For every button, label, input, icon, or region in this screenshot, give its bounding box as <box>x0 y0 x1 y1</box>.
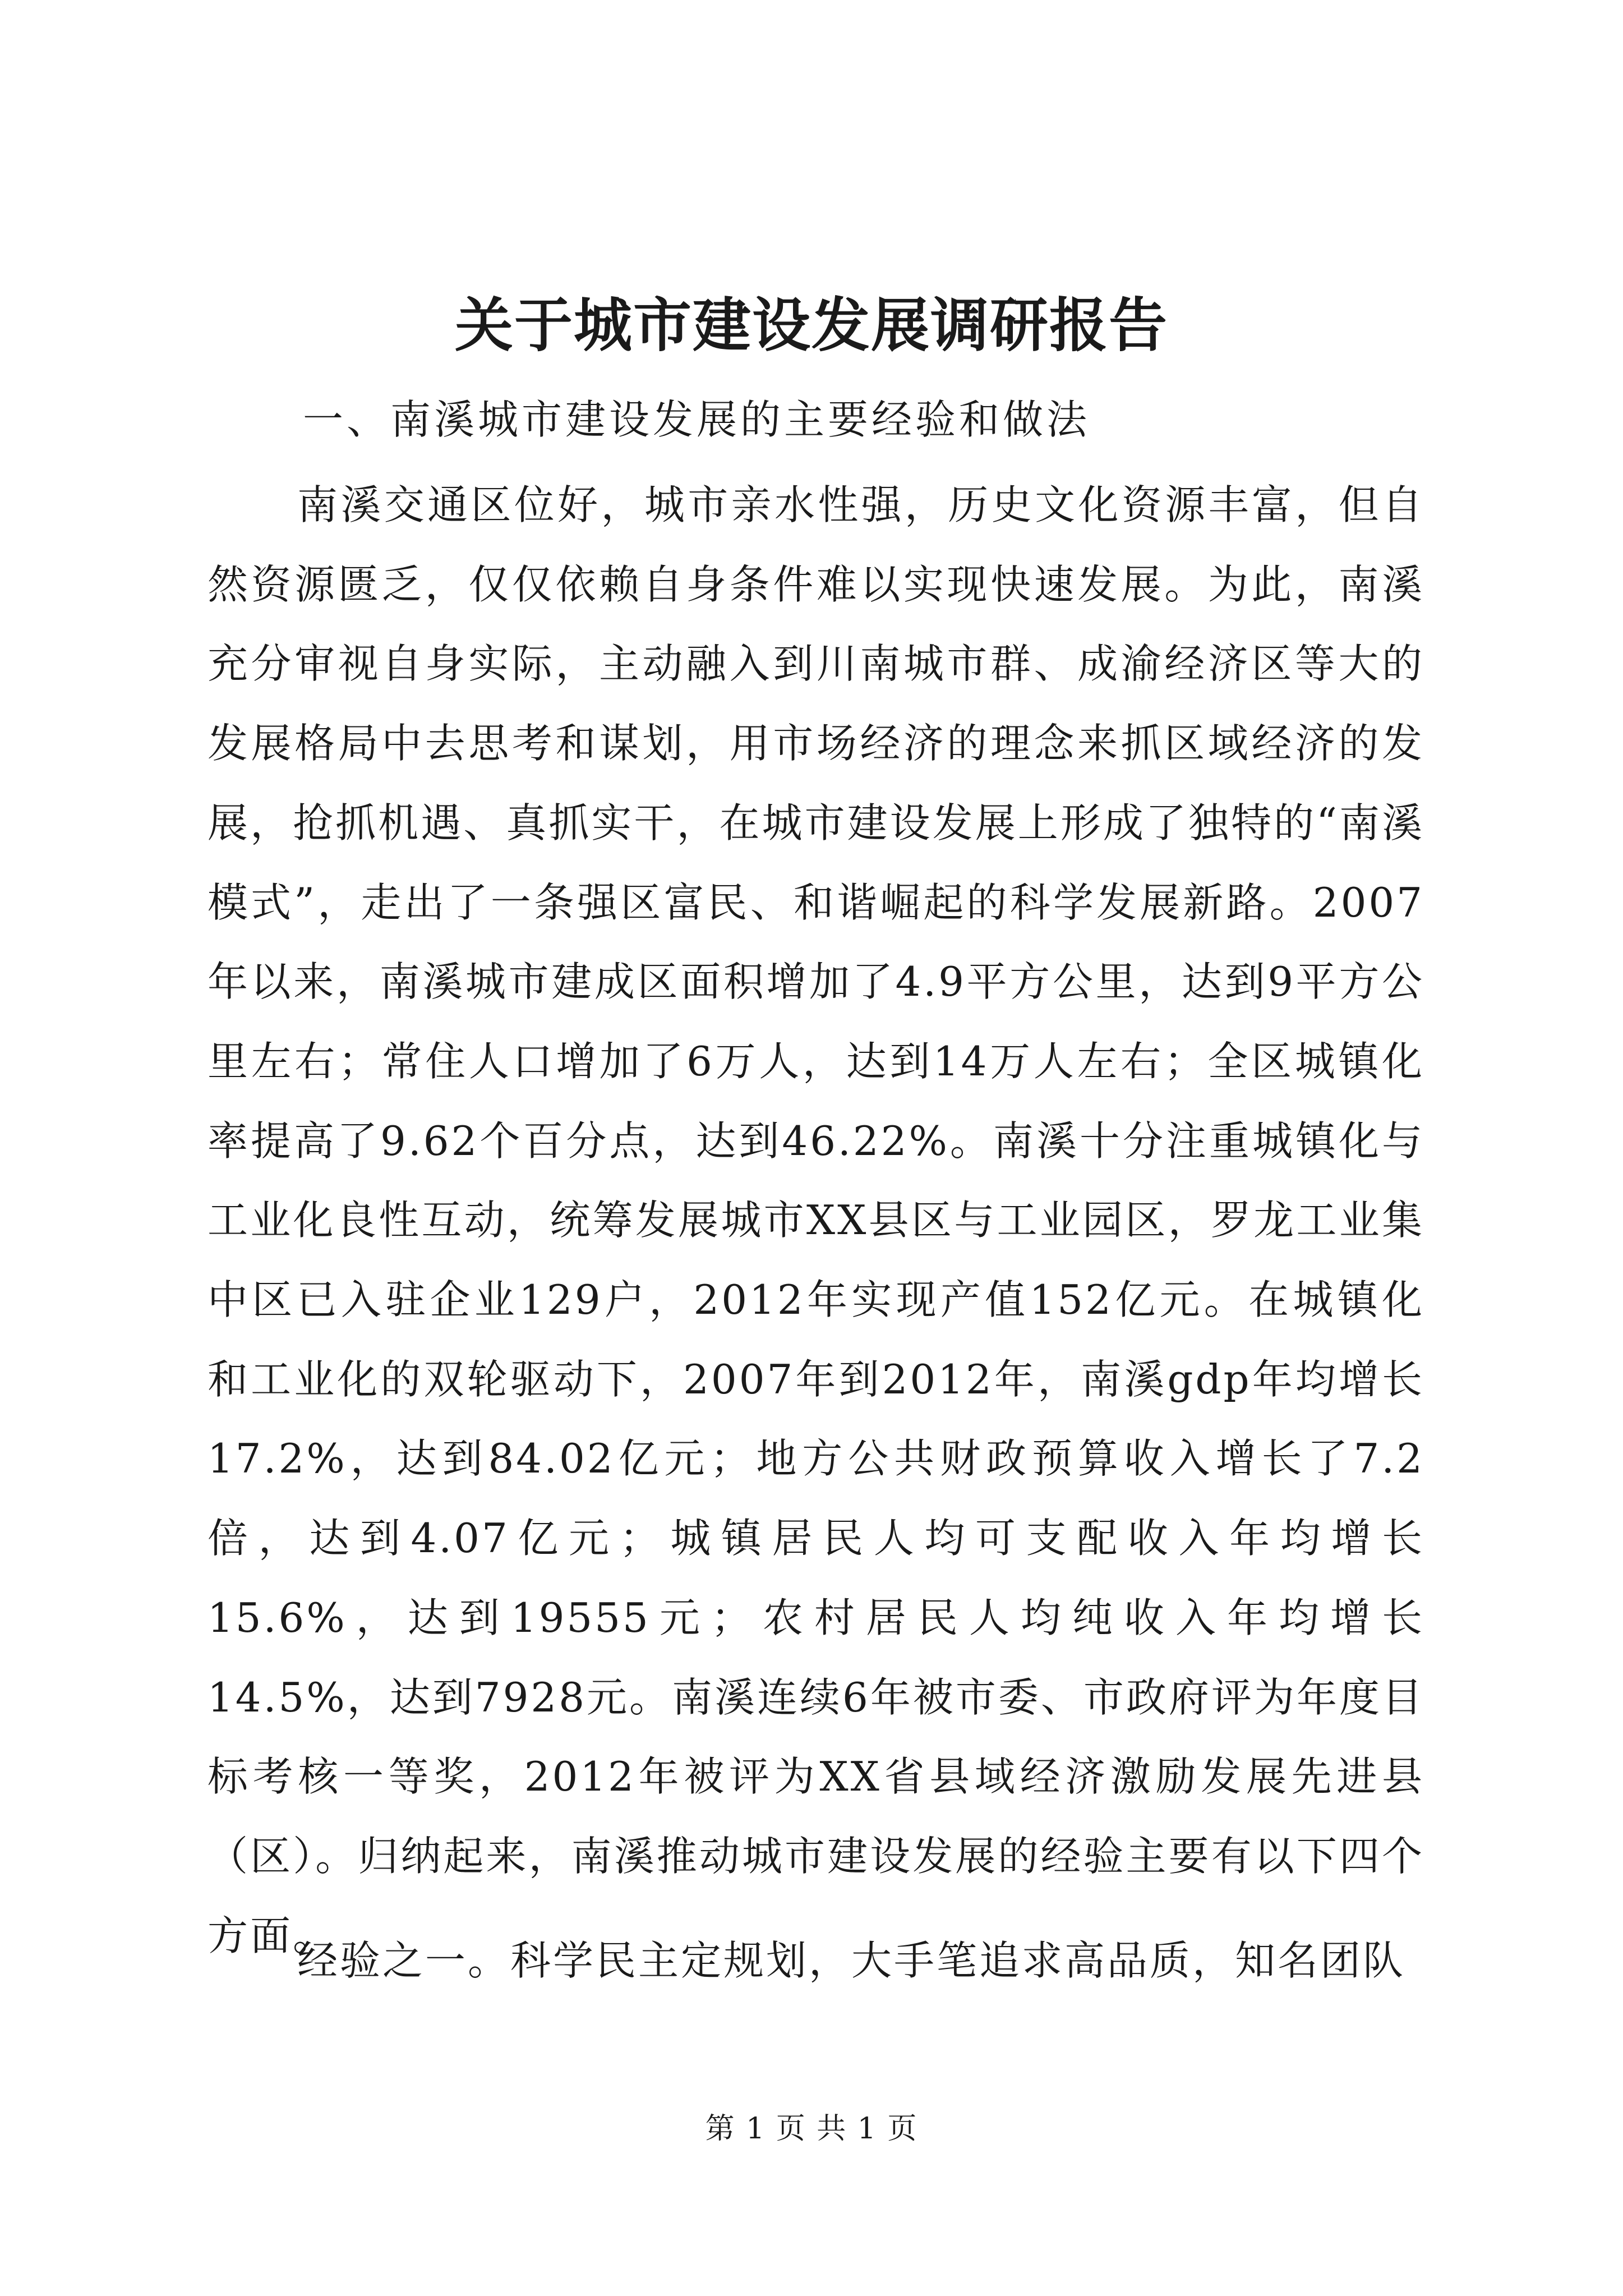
section-heading: 一、南溪城市建设发展的主要经验和做法 <box>303 396 1091 443</box>
body-paragraph-1: 南溪交通区位好，城市亲水性强，历史文化资源丰富，但自然资源匮乏，仅仅依赖自身条件难以实现快速发展。为此，南溪充分审视自身实际，主动融入到川南城市群、成渝经济区等大的发展格局中去思考和谋划，用市场经济的理念来抓区域经济的发展，抢抓机遇、真抓实干，在城市建设发展上形成了独特的“南溪模式”，走出了一条强区富民、和谐崛起的科学发展新路。2007年以来，南溪城市建成区面积增加了4.9平方公里，达到9平方公里左右；常住人口增加了6万人，达到14万人左右；全区城镇化率提高了9.62个百分点，达到46.22%。南溪十分注重城镇化与工业化良性互动，统筹发展城市XX县区与工业园区，罗龙工业集中区已入驻企业129户，2012年实现产值152亿元。在城镇化和工业化的双轮驱动下，2007年到2012年，南溪gdp年均增长17.2%，达到84.02亿元；地方公共财政预算收入增长了7.2倍，达到4.07亿元；城镇居民人均可支配收入年均增长15.6%，达到19555元；农村居民人均纯收入年均增长14.5%，达到7928元。南溪连续6年被市委、市政府评为年度目标考核一等奖，2012年被评为XX省县域经济激励发展先进县（区）。归纳起来，南溪推动城市建设发展的经验主要有以下四个方面。 <box>208 481 1424 1959</box>
document-title: 关于城市建设发展调研报告 <box>454 291 1168 360</box>
body-paragraph-2: 经验之一。科学民主定规划，大手笔追求高品质，知名团队 <box>297 1937 1406 1984</box>
page-footer: 第 1 页 共 1 页 <box>705 2112 918 2146</box>
